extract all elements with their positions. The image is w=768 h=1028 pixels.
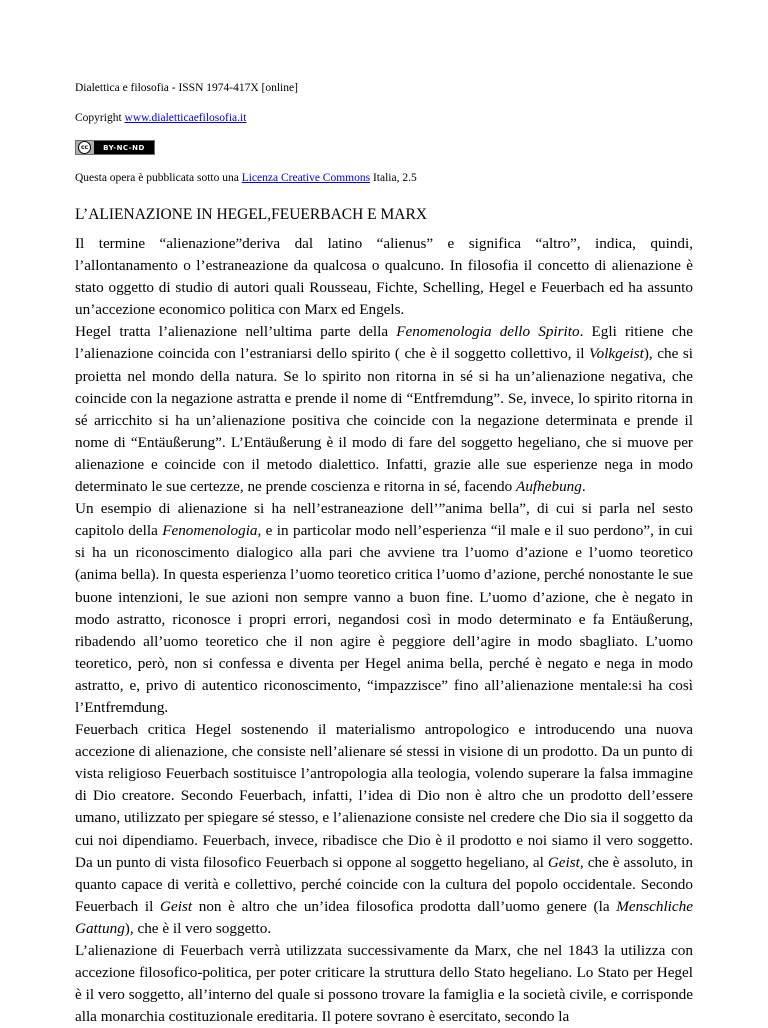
text-run: ), che è il vero soggetto. (124, 919, 272, 937)
italic-term: Menschliche Gattung (75, 897, 693, 937)
text-run: . (581, 478, 586, 496)
italic-term: Fenomenologia dello Spirito (396, 323, 580, 341)
paragraph (75, 940, 693, 1028)
copyright-line (75, 112, 246, 124)
text-run: L’alienazione di Feuerbach verrà utilizzata successivamente da Marx, che nel 1843 la utilizza con accezione filosofico-politica, per poter criticare la struttura dello Stato hegeliano. Lo Stato per Hegel è il vero soggetto, all’interno del quale si possono trovare la famiglia e la società civile, e corrisponde alla monarchia costituzionale ereditaria. Il potere sovrano è esercitato, secondo la (75, 942, 693, 1026)
italic-term: Fenomenologia (162, 522, 258, 540)
italic-term: Geist (547, 853, 580, 871)
license-link[interactable]: Licenza Creative Commons (241, 172, 371, 184)
italic-term: Aufhebung (516, 478, 582, 496)
issn-line: Dialettica e filosofia - ISSN 1974-417X [online] (75, 82, 298, 94)
paragraph (75, 719, 693, 940)
text-run: , e in particolar modo nell’esperienza “il male e il suo perdono”, in cui si ha un riconoscimento dialogico alla pari che avviene tra l’uomo d’azione e l’uomo teoretico (anima bella). In questa esperienza l’uomo teoretico critica l’uomo d’azione, perché nonostante le sue buone intenzioni, le sue azioni non sempre vanno a buon fine. L’uomo d’azione, che è negato in modo astratto, riconosce i propri errori, negandosi così in modo determinato e fa Entäußerung, ribadendo all’uomo teoretico che il non agire è peggiore dell’agire in modo sbagliato. L’uomo teoretico, però, non si confessa e diventa per Hegel anima bella, perché è negato e nega in modo astratto, e, privo di autentico riconoscimento, “impazzisce” fino all’alienazione mentale:si ha così l’Entfremdung. (75, 522, 694, 716)
text-run: . Egli ritiene che l’alienazione coincida con l’estraniarsi dello spirito ( che è il soggetto collettivo, il (75, 323, 693, 363)
paragraph (75, 498, 693, 719)
text-run: non è altro che un’idea filosofica prodotta dall’uomo genere (la (192, 897, 617, 915)
license-line (75, 172, 417, 184)
text-run: , che è assoluto, in quanto capace di verità e collettivo, perché coincide con la cultura del popolo occidentale. Secondo Feuerbach il (75, 853, 693, 915)
text-run: Hegel tratta l’alienazione nell’ultima parte della (75, 323, 397, 341)
cc-icon: cc (78, 141, 91, 154)
license-badge-text: BY-NC-ND (94, 141, 154, 154)
license-suffix: Italia, 2.5 (370, 172, 417, 184)
text-run: Il termine “alienazione”deriva dal latino “alienus” e significa “altro”, indica, quindi, l’allontanamento o l’estraneazione da qualcosa o qualcuno. In filosofia il concetto di alienazione è stato oggetto di studio di autori quali Rousseau, Fichte, Schelling, Hegel e Feuerbach ed ha assunto un’accezione economico politica con Marx ed Engels. (75, 235, 693, 319)
text-run: ), che si proietta nel mondo della natura. Se lo spirito non ritorna in sé si ha un’alienazione negativa, che coincide con la negazione astratta e prende il nome di “Entfremdung”. Se, invece, lo spirito ritorna in sé arricchito si ha un’alienazione positiva che coincide con la negazione determinata e prende il nome di “Entäußerung”. L’Entäußerung è il modo di fare del soggetto hegeliano, che si muove per alienazione e coincide con il metodo dialettico. Infatti, grazie alle sue esperienze nega in modo determinato le sue certezze, ne prende coscienza e ritorna in sé, facendo (75, 345, 693, 496)
creative-commons-badge[interactable] (75, 140, 155, 155)
article-title: L’ALIENAZIONE IN HEGEL,FEUERBACH E MARX (75, 206, 428, 223)
copyright-label: Copyright (75, 112, 125, 124)
article-body (75, 233, 693, 1028)
license-prefix: Questa opera è pubblicata sotto una (75, 172, 242, 184)
paragraph (75, 233, 693, 321)
italic-term: Volkgeist (589, 345, 644, 363)
italic-term: Geist (160, 897, 193, 915)
text-run: Un esempio di alienazione si ha nell’estraneazione dell’”anima bella”, di cui si parla nel sesto capitolo della (75, 500, 693, 540)
paragraph (75, 321, 693, 498)
website-link[interactable]: www.dialetticaefilosofia.it (124, 112, 247, 124)
text-run: Feuerbach critica Hegel sostenendo il materialismo antropologico e introducendo una nuova accezione di alienazione, che consiste nell’alienare sé stessi in visione di un prodotto. Da un punto di vista religioso Feuerbach sostituisce l’antropologia alla teologia, volendo superare la falsa immagine di Dio creatore. Secondo Feuerbach, infatti, l’idea di Dio non è altro che un prodotto dell’essere umano, utilizzato per spiegare sé stesso, e l’alienazione consiste nel credere che Dio sia il soggetto da cui noi dipendiamo. Feuerbach, invece, ribadisce che Dio è il prodotto e noi siamo il vero soggetto. Da un punto di vista filosofico Feuerbach si oppone al soggetto hegeliano, al (75, 721, 693, 871)
